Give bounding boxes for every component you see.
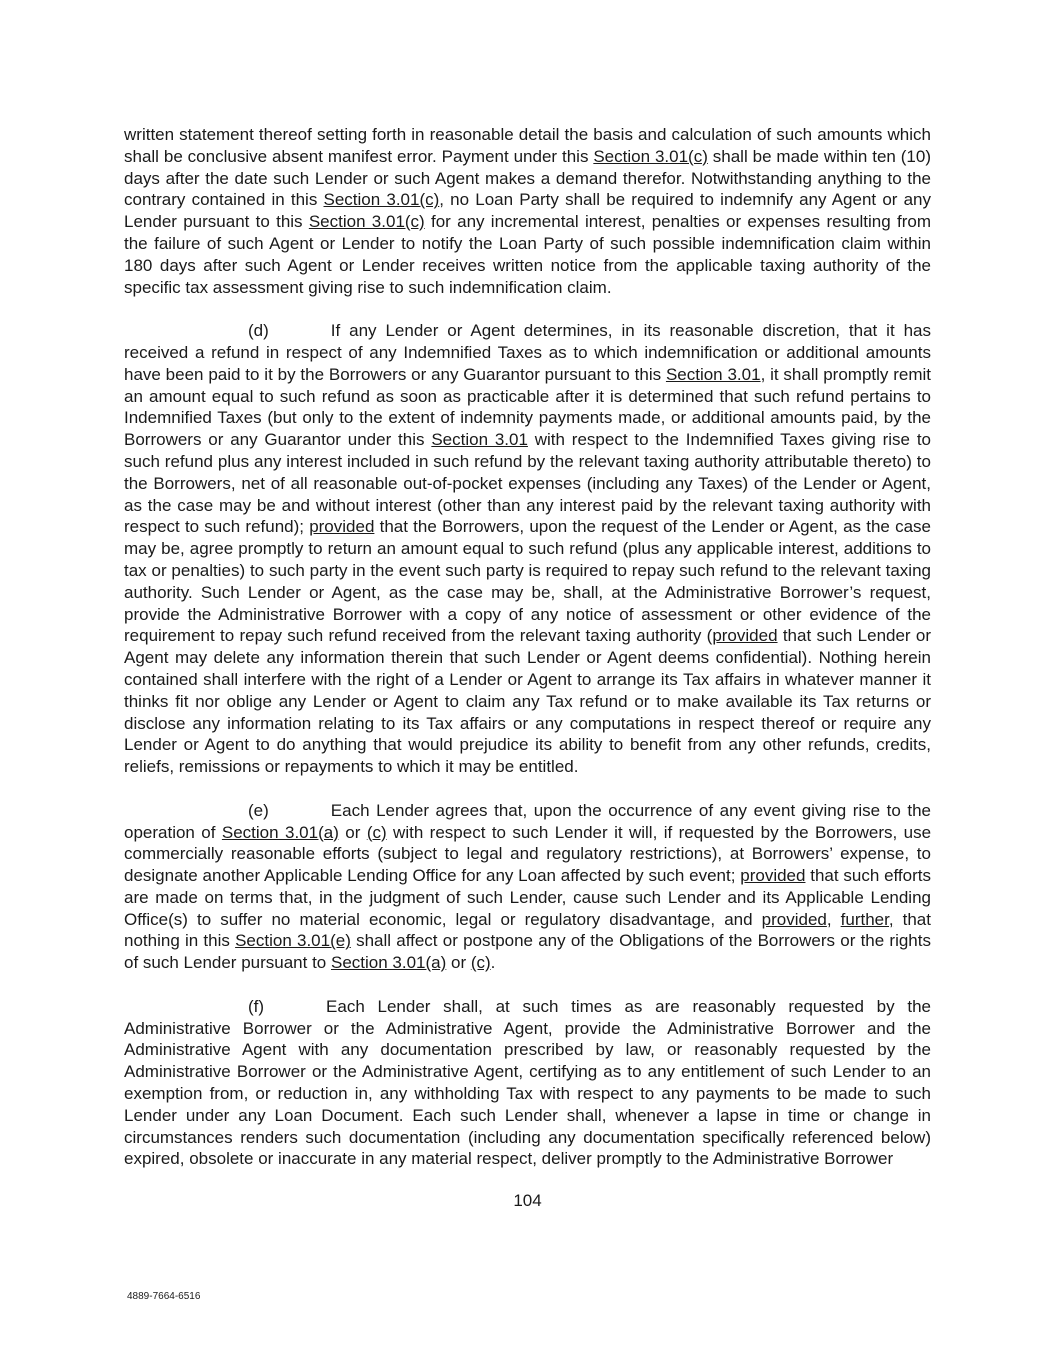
paragraph-f: [124, 996, 931, 1170]
document-body: [124, 124, 931, 1192]
proviso-term: further,: [840, 909, 894, 929]
paragraph-label: (e): [248, 800, 269, 820]
section-reference: Section 3.01: [431, 430, 528, 450]
text-run: with respect to such Lender it will, if requested by the Borrowers, use commercially reasonable efforts (subject to legal and regulatory restrictions), at Borrowers’ expense, to designate another Applicable Lending Office for any Loan affected by such event;: [124, 822, 932, 886]
section-reference: Section 3.01(e): [235, 931, 351, 951]
section-reference: Section 3.01(a): [330, 953, 447, 973]
text-run: Each Lender shall, at such times as are reasonably requested by the Administrative Borrower or the Administrative Agent, provide the Administrative Borrower and the Administrative Agent with any documentation prescribed by law, or reasonably requested by the Administrative Borrower or the Administrative Agent, certifying as to any entitlement of such Lender to an exemption from, or reduction in, any withholding Tax with respect to any payments to be made to such Lender under any Loan Document. Each such Lender shall, whenever a lapse in time or change in circumstances renders such documentation (including any documentation specifically referenced below) expired, obsolete or inaccurate in any material respect, deliver promptly to the Administrative Borrower: [124, 996, 931, 1169]
paragraph-d: [124, 320, 931, 778]
text-run: or: [338, 822, 367, 842]
text-run: that such Lender or Agent may delete any information therein that such Lender or Agent deems confidential). Nothing herein contained shall interfere with the right of a Lender or Agent to arrange its Tax affairs in whatever manner it thinks fit nor oblige any Lender or Agent to claim any Tax refund or to make available its Tax returns or disclose any information relating to its Tax affairs or any computations in respect thereof or require any Lender or Agent to do anything that would prejudice its ability to benefit from any other refunds, credits, reliefs, remissions or repayments to which it may be entitled.: [124, 626, 932, 777]
text-run: that nothing in this: [124, 909, 931, 951]
paragraph-c-continued: [124, 124, 931, 298]
proviso-term: provided: [740, 866, 806, 886]
text-run: Each Lender agrees that, upon the occurrence of any event giving rise to the operation of: [124, 800, 931, 842]
section-reference: Section 3.01(c): [323, 190, 440, 210]
section-reference: (c): [470, 953, 491, 973]
section-reference: Section 3.01(c): [593, 146, 708, 166]
proviso-term: provided: [712, 626, 778, 646]
text-run: ,: [826, 909, 841, 929]
text-run: written statement thereof setting forth in reasonable detail the basis and calculation of such amounts which shall be conclusive absent manifest error. Payment under this: [124, 125, 931, 166]
text-run: shall be made within ten (10) days after the date such Lender or such Agent makes a demand therefor. Notwithstanding anything to the contrary contained in this: [124, 146, 931, 210]
text-run: If any Lender or Agent determines, in its reasonable discretion, that it has received a refund in respect of any Indemnified Taxes as to which indemnification or additional amounts have been paid to it by the Borrowers or any Guarantor pursuant to this: [124, 321, 931, 384]
paragraph-label: (d): [248, 321, 269, 341]
page-number: 104: [513, 1191, 542, 1210]
text-run: , no Loan Party shall be required to indemnify any Agent or any Lender pursuant to this: [124, 190, 932, 232]
paragraph-label: (f): [248, 996, 265, 1016]
text-run: shall affect or postpone any of the Obligations of the Borrowers or the rights of such Lender pursuant to: [124, 931, 931, 973]
section-reference: Section 3.01(a): [221, 822, 339, 842]
text-run: that the Borrowers, upon the request of the Lender or Agent, as the case may be, agree promptly to return an amount equal to such refund (plus any applicable interest, additions to tax or penalties) to such party in the event such party is required to repay such refund to the relevant taxing authority. Such Lender or Agent, as the case may be, shall, at the Administrative Borrower’s request, provide the Administrative Borrower with a copy of any notice of assessment or other evidence of the requirement to repay such refund received from the relevant taxing authority (: [124, 517, 931, 646]
text-run: or: [446, 953, 471, 973]
text-run: that such efforts are made on terms that, in the judgment of such Lender, cause such Lender and its Applicable Lending Office(s) to suffer no material economic, legal or regulatory disadvantage, and: [124, 866, 931, 929]
document-id: 4889-7664-6516: [127, 1291, 201, 1302]
text-run: for any incremental interest, penalties or expenses resulting from the failure of such Agent or Lender to notify the Loan Party of such possible indemnification claim within 180 days after such Agent or Lender receives written notice from the applicable taxing authority of the specific tax assessment giving rise to such indemnification claim.: [124, 212, 931, 297]
text-run: with respect to the Indemnified Taxes giving rise to such refund plus any interest included in such refund by the relevant taxing authority attributable thereto) to the Borrowers, net of all reasonable out-of-pocket expenses (including any Taxes) of the Lender or Agent, as the case may be and without interest (other than any interest paid by the relevant taxing authority with respect to such refund);: [124, 430, 931, 537]
text-run: , it shall promptly remit an amount equal to such refund as soon as practicable after it is determined that such refund pertains to Indemnified Taxes (but only to the extent of indemnity payments made, or additional amounts paid, by the Borrowers or any Guarantor under this: [124, 364, 932, 450]
proviso-term: provided: [761, 909, 827, 929]
section-reference: Section 3.01: [665, 364, 761, 384]
section-reference: Section 3.01(c): [308, 212, 425, 232]
paragraph-e: [124, 800, 931, 974]
proviso-term: provided: [309, 517, 375, 537]
section-reference: (c): [366, 822, 387, 842]
text-run: .: [490, 953, 496, 973]
